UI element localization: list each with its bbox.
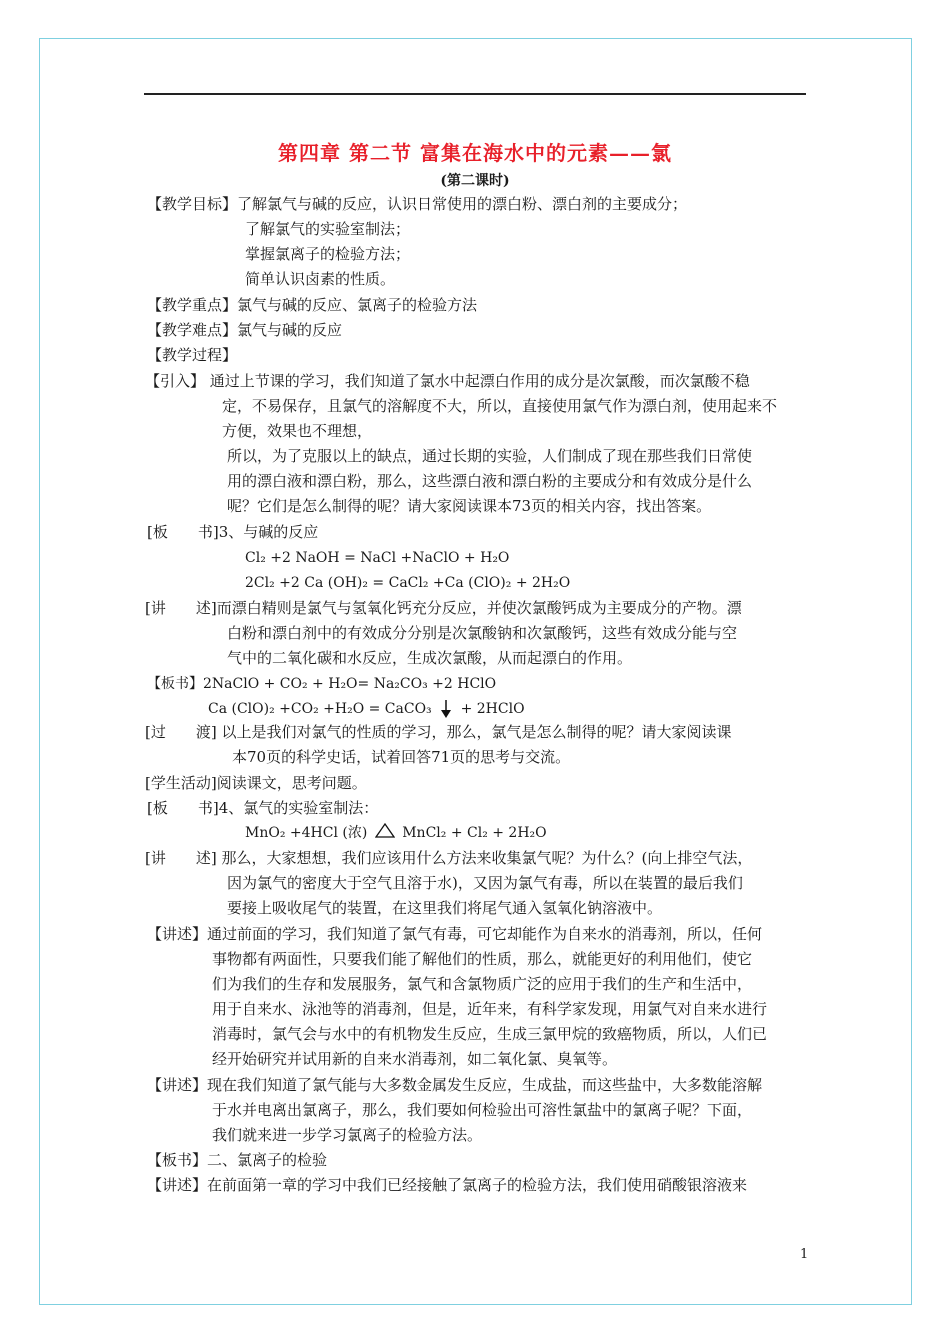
text-line: 于水并电离出氯离子，那么，我们要如何检验出可溶性氯盐中的氯离子呢？下面， [212, 1101, 753, 1119]
text-line: [板 书]3、与碱的反应 [147, 523, 319, 541]
text-line: [讲 述] 那么，大家想想，我们应该用什么方法来收集氯气呢？为什么？(向上排空气法， [145, 849, 753, 867]
document-subtitle: (第二课时) [440, 173, 510, 189]
text-line: 呢？它们是怎么制得的呢？请大家阅读课本73页的相关内容，找出答案。 [227, 497, 712, 515]
equation-cl2-naoh: Cl₂ +2 NaOH = NaCl +NaClO + H₂O [245, 550, 510, 566]
precipitate-arrow-icon [439, 699, 453, 719]
text-line: 定，不易保存，且氯气的溶解度不大，所以，直接使用氯气作为漂白剂，使用起来不 [222, 397, 778, 415]
equation-part: + 2HClO [460, 701, 525, 717]
text-line: 消毒时，氯气会与水中的有机物发生反应，生成三氯甲烷的致癌物质，所以，人们已 [212, 1025, 768, 1043]
text-line: 【教学过程】 [147, 346, 238, 364]
text-line: 【教学难点】氯气与碱的反应 [147, 321, 343, 339]
header-rule [144, 93, 806, 95]
text-line: 用的漂白液和漂白粉，那么，这些漂白液和漂白粉的主要成分和有效成分是什么 [227, 472, 753, 490]
text-line: 了解氯气的实验室制法； [245, 220, 411, 238]
page-number: 1 [800, 1247, 809, 1262]
text-line: 掌握氯离子的检验方法； [245, 245, 411, 263]
text-line: [学生活动]阅读课文，思考问题。 [145, 774, 367, 792]
equation-mno2-hcl [245, 823, 547, 843]
text-line: 【板书】二、氯离子的检验 [147, 1151, 328, 1169]
text-line: 气中的二氧化碳和水反应，生成次氯酸，从而起漂白的作用。 [227, 649, 633, 667]
text-line: 因为氯气的密度大于空气且溶于水)，又因为氯气有毒，所以在装置的最后我们 [227, 874, 743, 892]
equation-part: Ca (ClO)₂ +CO₂ +H₂O = CaCO₃ [208, 701, 432, 717]
text-line: 经开始研究并试用新的自来水消毒剂，如二氧化氯、臭氧等。 [212, 1050, 618, 1068]
text-line: 【教学目标】了解氯气与碱的反应，认识日常使用的漂白粉、漂白剂的主要成分； [147, 195, 688, 213]
text-line: 【讲述】在前面第一章的学习中我们已经接触了氯离子的检验方法，我们使用硝酸银溶液来 [147, 1176, 748, 1194]
text-line: 【教学重点】氯气与碱的反应、氯离子的检验方法 [147, 296, 478, 314]
text-line: 事物都有两面性，只要我们能了解他们的性质，那么，就能更好的利用他们，使它 [212, 950, 753, 968]
text-line: 要接上吸收尾气的装置，在这里我们将尾气通入氢氧化钠溶液中。 [227, 899, 663, 917]
equation-part: MnCl₂ + Cl₂ + 2H₂O [402, 825, 547, 841]
equation-caclo2-co2 [208, 699, 525, 719]
equation-part: MnO₂ +4HCl (浓) [245, 825, 368, 841]
text-line: [板 书]4、氯气的实验室制法： [147, 799, 379, 817]
text-line: 用于自来水、泳池等的消毒剂，但是，近年来，有科学家发现，用氯气对自来水进行 [212, 1000, 768, 1018]
heat-triangle-icon [375, 823, 395, 839]
text-line: 简单认识卤素的性质。 [245, 270, 396, 288]
text-line: 【讲述】现在我们知道了氯气能与大多数金属发生反应，生成盐，而这些盐中，大多数能溶解 [147, 1076, 763, 1094]
text-line: [过 渡] 以上是我们对氯气的性质的学习，那么，氯气是怎么制得的呢？请大家阅读课 [145, 723, 732, 741]
text-line: 方便，效果也不理想， [222, 422, 373, 440]
text-line: 所以，为了克服以上的缺点，通过长期的实验，人们制成了现在那些我们日常使 [227, 447, 753, 465]
document-title: 第四章 第二节 富集在海水中的元素——氯 [278, 141, 672, 165]
text-line: 【讲述】通过前面的学习，我们知道了氯气有毒，可它却能作为自来水的消毒剂，所以，任何 [147, 925, 763, 943]
text-line: 们为我们的生存和发展服务，氯气和含氯物质广泛的应用于我们的生产和生活中， [212, 975, 753, 993]
text-line: [讲 述]而漂白精则是氯气与氢氧化钙充分反应，并使次氯酸钙成为主要成分的产物。漂 [145, 599, 742, 617]
text-line: 我们就来进一步学习氯离子的检验方法。 [212, 1126, 483, 1144]
text-line: 白粉和漂白剂中的有效成分分别是次氯酸钠和次氯酸钙，这些有效成分能与空 [227, 624, 738, 642]
text-line: 本70页的科学史话，试着回答71页的思考与交流。 [232, 748, 571, 766]
equation-cl2-caoh2: 2Cl₂ +2 Ca (OH)₂ = CaCl₂ +Ca (ClO)₂ + 2H₂O [245, 575, 571, 591]
equation-naclo-co2: 【板书】2NaClO + CO₂ + H₂O= Na₂CO₃ +2 HClO [147, 676, 497, 692]
text-line: 【引入】 通过上节课的学习，我们知道了氯水中起漂白作用的成分是次氯酸，而次氯酸不稳 [145, 372, 750, 390]
